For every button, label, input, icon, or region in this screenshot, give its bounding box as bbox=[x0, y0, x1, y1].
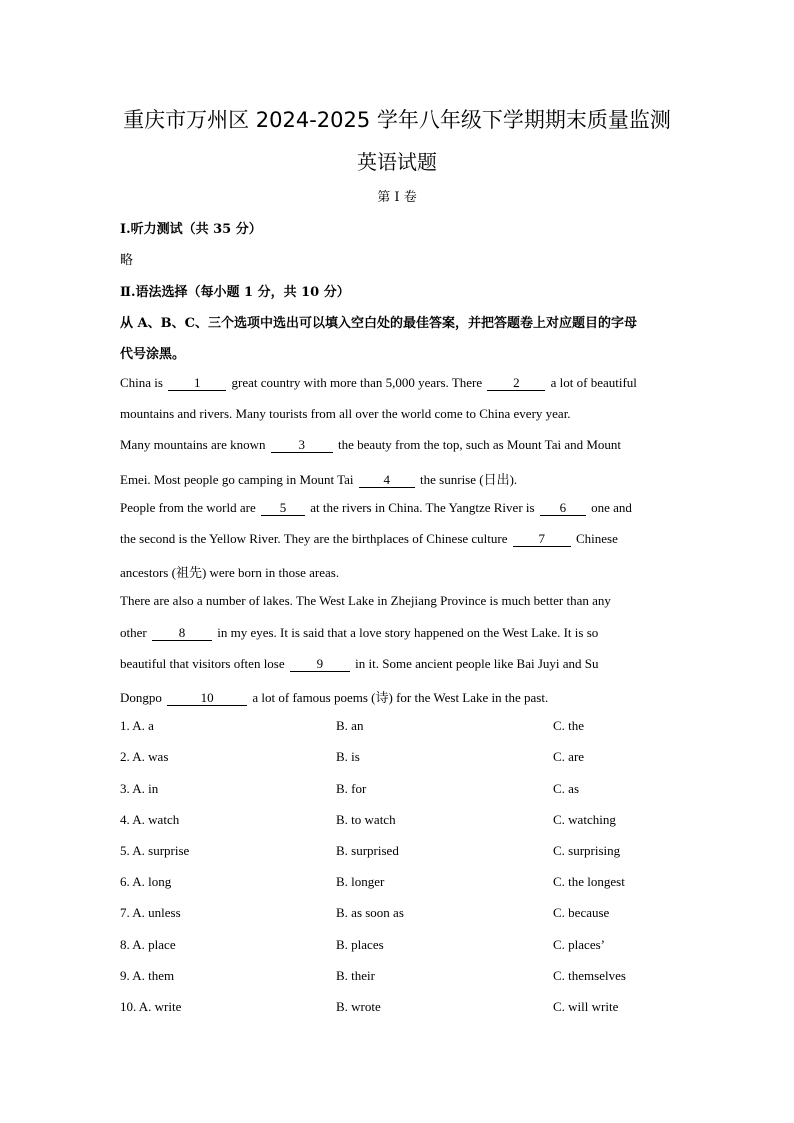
passage-line-4 bbox=[120, 469, 680, 488]
option-a: 1. A. a bbox=[120, 718, 154, 733]
option-c: C. are bbox=[553, 749, 585, 764]
text: one and bbox=[591, 500, 632, 515]
passage-line-2: mountains and rivers. Many tourists from all over the world come to China every year. bbox=[120, 406, 571, 421]
option-c: C. the longest bbox=[553, 874, 625, 889]
option-c: C. places’ bbox=[553, 937, 605, 952]
text: Many mountains are known bbox=[120, 437, 266, 452]
question-row bbox=[120, 905, 680, 923]
option-a: 8. A. place bbox=[120, 937, 176, 952]
text: the beauty from the top, such as Mount Tai and Mount bbox=[338, 437, 622, 452]
question-row bbox=[120, 749, 680, 767]
passage-line-3 bbox=[120, 437, 680, 453]
passage-line-10 bbox=[120, 656, 680, 672]
option-a: 10. A. write bbox=[120, 999, 182, 1014]
text: the second is the Yellow River. They are the birthplaces of Chinese culture bbox=[120, 531, 508, 546]
question-row bbox=[120, 781, 680, 799]
blank-1: 1 bbox=[168, 376, 226, 391]
option-a: 9. A. them bbox=[120, 968, 175, 983]
question-row bbox=[120, 999, 680, 1017]
blank-7: 7 bbox=[513, 532, 571, 547]
option-a: 6. A. long bbox=[120, 874, 172, 889]
text: Chinese bbox=[576, 531, 618, 546]
option-b: B. is bbox=[336, 749, 360, 764]
text: great country with more than 5,000 years. There bbox=[231, 375, 483, 390]
text: beautiful that visitors often lose bbox=[120, 656, 285, 671]
option-c: C. surprising bbox=[553, 843, 621, 858]
option-a: 3. A. in bbox=[120, 781, 159, 796]
blank-10: 10 bbox=[167, 691, 247, 706]
listening-heading: Ⅰ.听力测试（共 35 分） bbox=[120, 222, 262, 237]
text: in it. Some ancient people like Bai Juyi and Su bbox=[355, 656, 599, 671]
question-row bbox=[120, 812, 680, 830]
passage-line-1 bbox=[120, 375, 680, 391]
blank-4: 4 bbox=[359, 473, 415, 488]
question-row bbox=[120, 843, 680, 861]
option-a: 7. A. unless bbox=[120, 905, 181, 920]
option-b: B. their bbox=[336, 968, 375, 983]
option-a: 5. A. surprise bbox=[120, 843, 190, 858]
blank-3: 3 bbox=[271, 438, 333, 453]
text: a lot of famous poems (诗) for the West Lake in the past. bbox=[252, 690, 549, 705]
passage-line-9 bbox=[120, 625, 680, 641]
blank-8: 8 bbox=[152, 626, 212, 641]
text: China is bbox=[120, 375, 163, 390]
text: in my eyes. It is said that a love story happened on the West Lake. It is so bbox=[217, 625, 599, 640]
grammar-instruction-2: 代号涂黑。 bbox=[120, 347, 186, 362]
question-row bbox=[120, 874, 680, 892]
blank-9: 9 bbox=[290, 657, 350, 672]
passage-line-8: There are also a number of lakes. The West Lake in Zhejiang Province is much better than any bbox=[120, 593, 611, 608]
option-a: 4. A. watch bbox=[120, 812, 180, 827]
option-c: C. because bbox=[553, 905, 610, 920]
option-c: C. watching bbox=[553, 812, 616, 827]
text: People from the world are bbox=[120, 500, 256, 515]
option-b: B. an bbox=[336, 718, 364, 733]
option-c: C. as bbox=[553, 781, 579, 796]
question-row bbox=[120, 718, 680, 736]
text: other bbox=[120, 625, 147, 640]
text: a lot of beautiful bbox=[550, 375, 637, 390]
blank-2: 2 bbox=[487, 376, 545, 391]
volume-label: 第 I 卷 bbox=[377, 190, 417, 205]
blank-5: 5 bbox=[261, 501, 305, 516]
option-a: 2. A. was bbox=[120, 749, 169, 764]
question-row bbox=[120, 937, 680, 955]
text: Dongpo bbox=[120, 690, 162, 705]
text: Emei. Most people go camping in Mount Tai bbox=[120, 472, 354, 487]
page-subtitle: 英语试题 bbox=[357, 150, 437, 174]
text: at the rivers in China. The Yangtze River is bbox=[310, 500, 535, 515]
option-b: B. for bbox=[336, 781, 367, 796]
passage-line-7: ancestors (祖先) were born in those areas. bbox=[120, 565, 340, 580]
option-c: C. themselves bbox=[553, 968, 626, 983]
passage-line-11 bbox=[120, 687, 680, 706]
passage-line-5 bbox=[120, 500, 680, 516]
listening-note: 略 bbox=[120, 253, 134, 268]
option-b: B. surprised bbox=[336, 843, 399, 858]
option-b: B. wrote bbox=[336, 999, 381, 1014]
option-c: C. the bbox=[553, 718, 585, 733]
option-b: B. places bbox=[336, 937, 384, 952]
grammar-instruction-1: 从 A、B、C、三个选项中选出可以填入空白处的最佳答案，并把答题卷上对应题目的字母 bbox=[120, 316, 637, 331]
passage-line-6 bbox=[120, 531, 680, 547]
option-c: C. will write bbox=[553, 999, 619, 1014]
page-title: 重庆市万州区 2024-2025 学年八年级下学期期末质量监测 bbox=[123, 108, 671, 132]
option-b: B. longer bbox=[336, 874, 385, 889]
grammar-heading: Ⅱ.语法选择（每小题 1 分，共 10 分） bbox=[120, 285, 350, 300]
question-row bbox=[120, 968, 680, 986]
option-b: B. as soon as bbox=[336, 905, 404, 920]
text: the sunrise (日出). bbox=[420, 472, 518, 487]
option-b: B. to watch bbox=[336, 812, 396, 827]
blank-6: 6 bbox=[540, 501, 586, 516]
